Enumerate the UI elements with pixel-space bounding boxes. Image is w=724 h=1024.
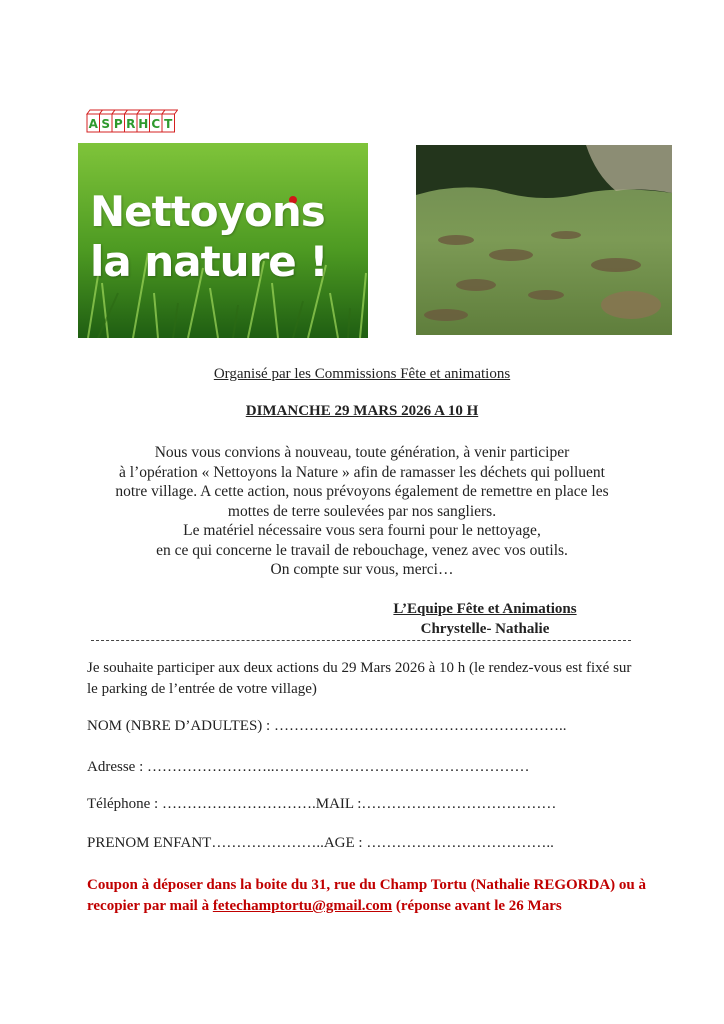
signature-names: Chrystelle- Nathalie bbox=[420, 621, 550, 637]
logo-letter: C bbox=[151, 117, 161, 131]
adresse-field[interactable]: Adresse : ……………………..…………………………………………… bbox=[87, 759, 530, 775]
body-line: en ce qui concerne le travail de rebouchage, venez avec vos outils. bbox=[156, 541, 568, 559]
organiser-line: Organisé par les Commissions Fête et animations bbox=[213, 366, 511, 382]
nom-field[interactable]: NOM (NBRE D’ADULTES) : ………………………………………………….. bbox=[87, 718, 567, 734]
logo-letter: A bbox=[88, 117, 98, 131]
body-line: notre village. A cette action, nous prévoyons également de remettre en place les bbox=[115, 483, 609, 500]
age-field[interactable]: : ……………………………….. bbox=[354, 835, 554, 851]
mail-field[interactable]: MAIL :………………………………… bbox=[315, 796, 557, 812]
logo-graphic bbox=[86, 106, 178, 134]
logo-letter: R bbox=[126, 117, 136, 131]
age-label: AGE bbox=[323, 835, 355, 851]
banner-title: Nettoyons la nature ! bbox=[90, 187, 328, 286]
email-link[interactable]: fetechamptortu@gmail.com bbox=[212, 898, 393, 914]
body-line: Nous vous convions à nouveau, toute génération, à venir participer bbox=[154, 444, 570, 461]
telephone-field[interactable]: Téléphone : …………………………. bbox=[87, 796, 316, 812]
logo-letter: T bbox=[164, 117, 173, 131]
coupon-deadline: (réponse avant le 26 Mars bbox=[392, 898, 562, 914]
coupon-instructions bbox=[87, 875, 647, 917]
invitation-text bbox=[0, 443, 724, 580]
telephone-mail-row bbox=[87, 796, 647, 813]
field-photo bbox=[416, 145, 672, 335]
field-illustration bbox=[416, 145, 672, 335]
logo-letter: P bbox=[113, 117, 123, 131]
asprhct-logo bbox=[86, 106, 178, 134]
participation-statement: Je souhaite participer aux deux actions du 29 Mars 2026 à 10 h (le rendez-vous est fixé sur le parking de l’entrée de votre village) bbox=[87, 660, 632, 697]
logo-letter: H bbox=[138, 117, 149, 131]
body-line: On compte sur vous, merci… bbox=[270, 561, 454, 578]
signature-team: L’Equipe Fête et Animations bbox=[393, 601, 577, 617]
logo-box-top bbox=[162, 110, 178, 114]
body-line: mottes de terre soulevées par nos sangliers. bbox=[227, 502, 497, 520]
logo-letter: S bbox=[101, 117, 111, 131]
prenom-age-row bbox=[87, 835, 647, 852]
event-date: DIMANCHE 29 MARS 2026 A 10 H bbox=[245, 403, 479, 419]
prenom-enfant-field[interactable]: PRENOM ENFANT………………….. bbox=[87, 835, 324, 851]
cut-line bbox=[91, 640, 631, 641]
body-line: à l’opération « Nettoyons la Nature » afin de ramasser les déchets qui polluent bbox=[119, 463, 605, 481]
body-line: Le matériel nécessaire vous sera fourni pour le nettoyage, bbox=[183, 522, 541, 539]
coupon-text: Coupon à déposer dans la boite du 31, rue du Champ Tortu (Nathalie REGORDA) ou à recopier par mail à bbox=[87, 877, 646, 914]
nettoyons-banner-image bbox=[78, 143, 368, 338]
